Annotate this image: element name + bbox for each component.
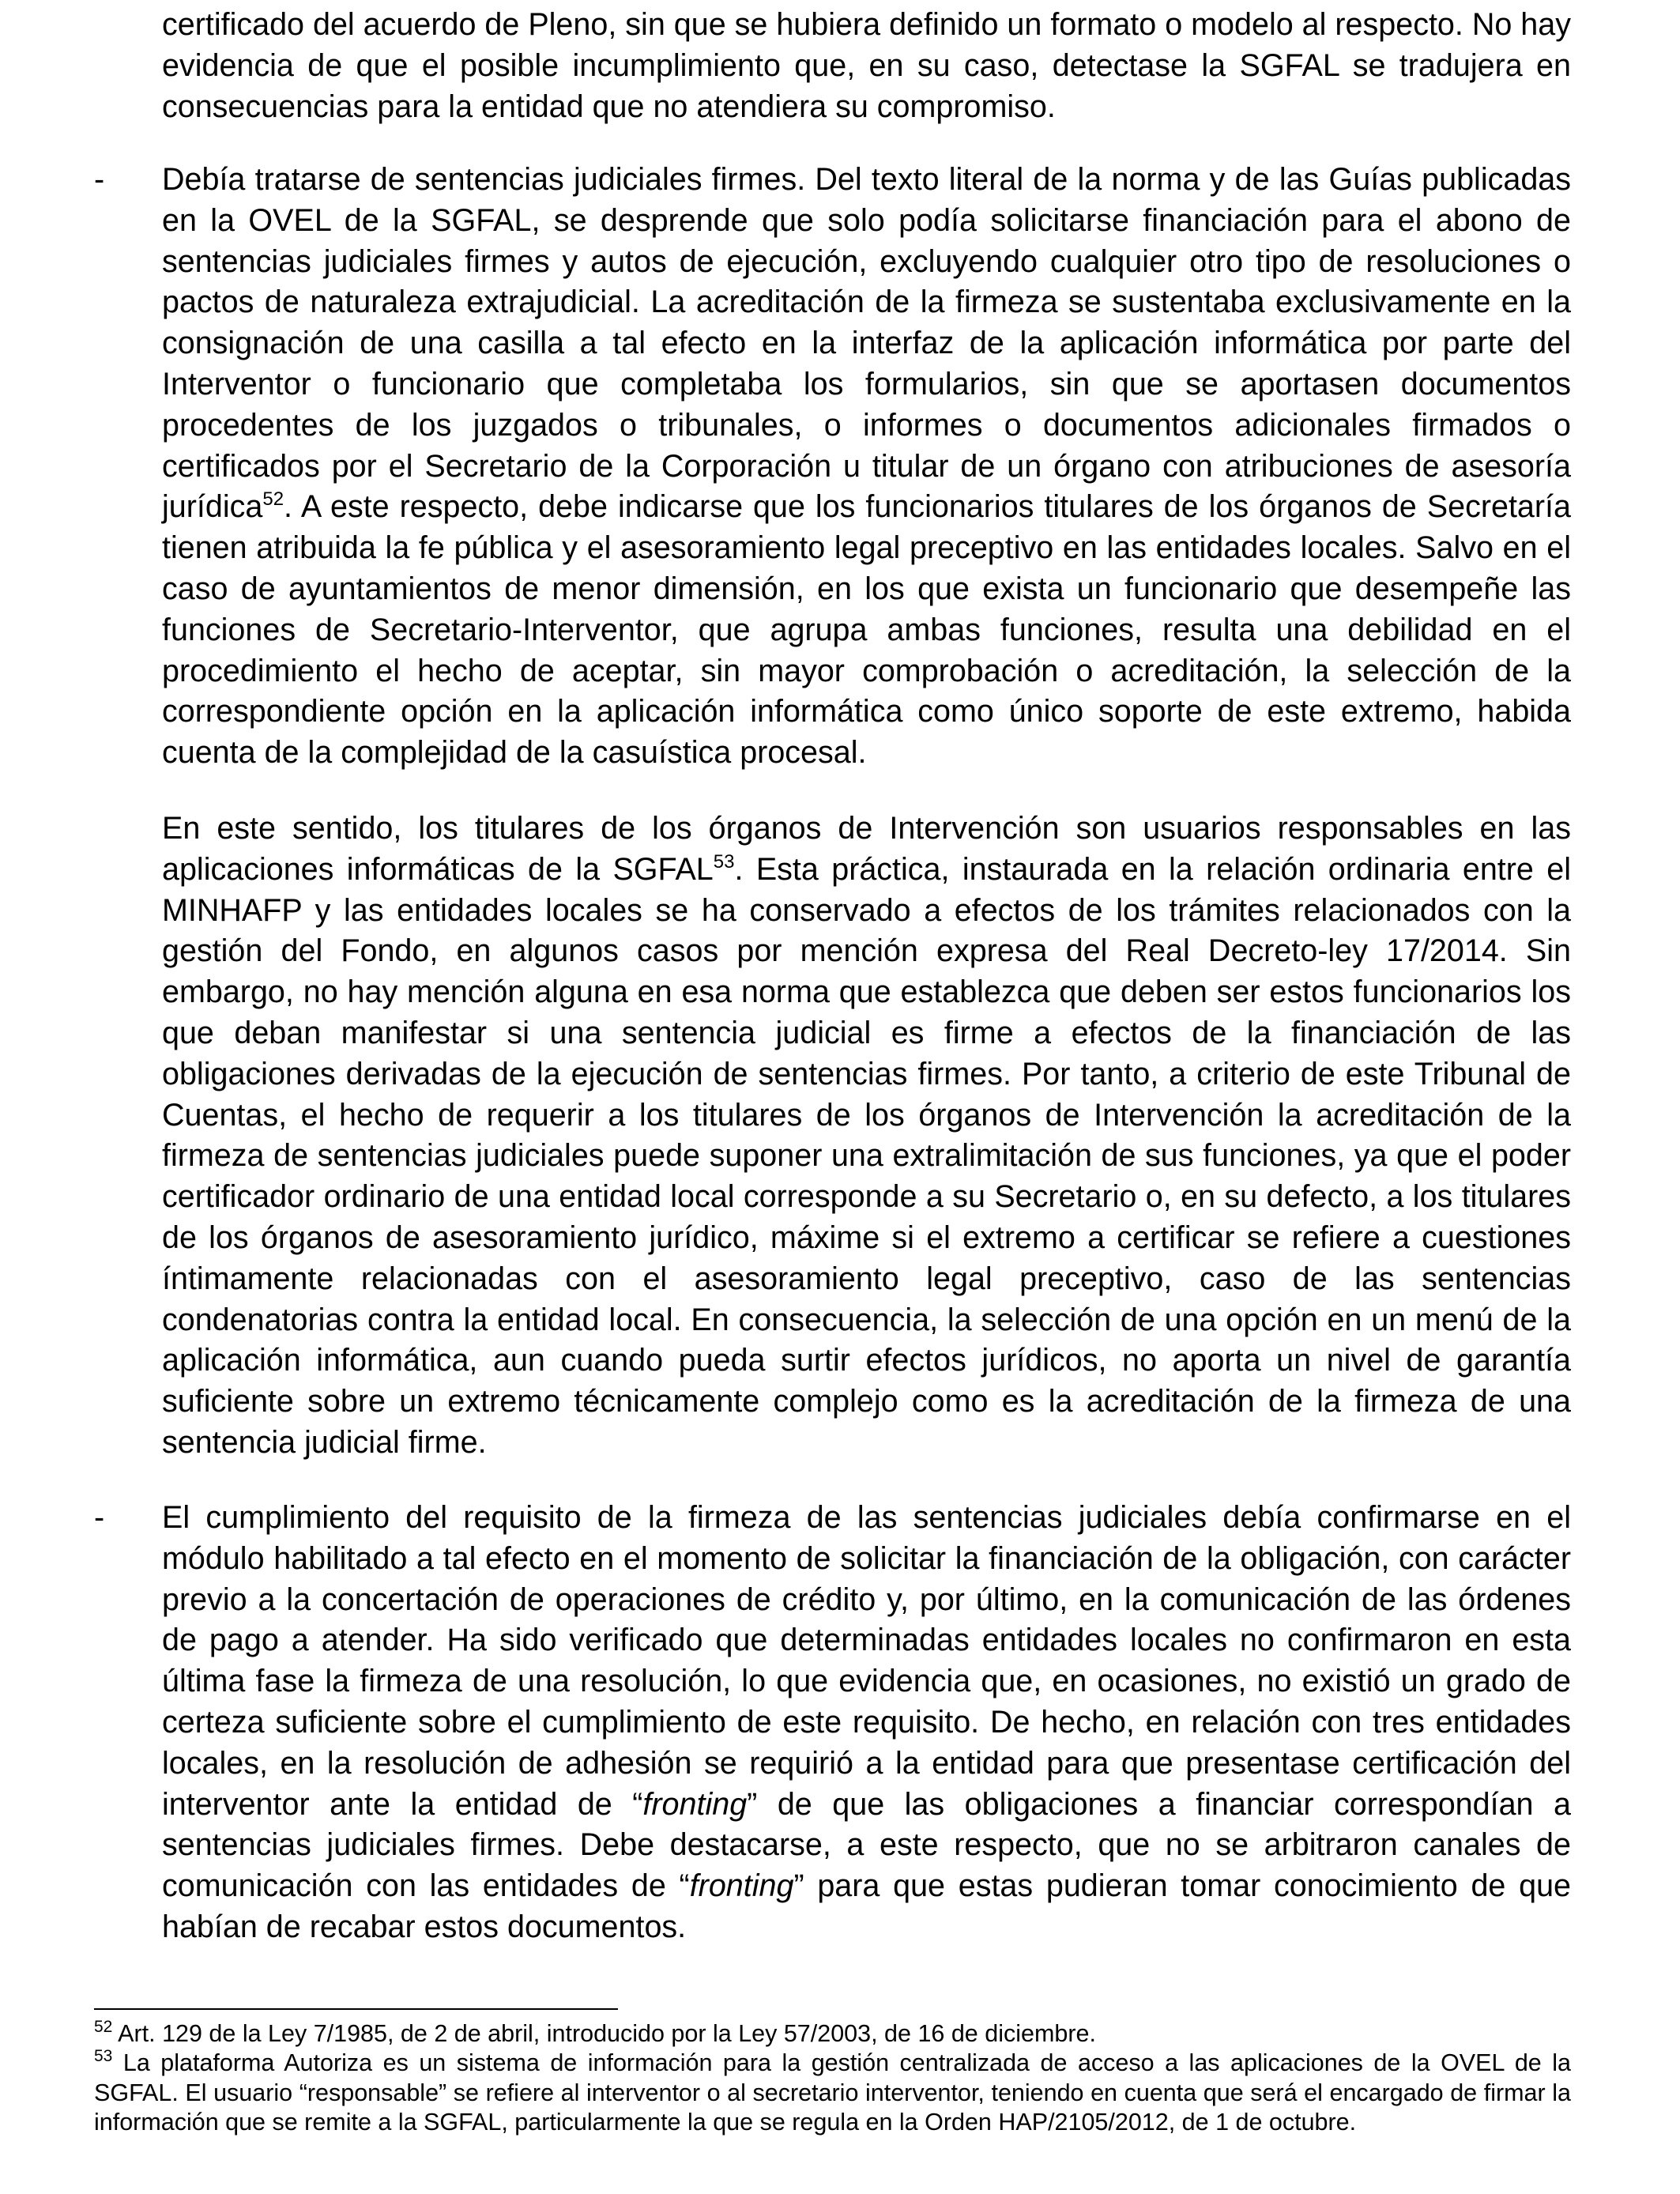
footnote-number-53: 53 [94,2047,113,2065]
bullet-dash-2: - [94,1500,105,1535]
footnote-number-52: 52 [94,2018,113,2036]
paragraph-2-firm-judgments: Debía tratarse de sentencias judiciales firmes. Del texto literal de la norma y de las Guías publicadas en la OVEL de la SGFAL, se desprende que solo podía solicitarse financiación para el abono de sentencias judiciales firmes y autos de ejecución, excluyendo cualquier otro tipo de resoluciones o pactos de naturaleza extrajudicial. La acreditación de la firmeza se sustentaba exclusivamente en la consignación de una casilla a tal efecto en la interfaz de la aplicación informática por parte del Interventor o funcionario que completaba los formularios, sin que se aportasen documentos procedentes de los juzgados o tribunales, o informes o documentos adicionales firmados o certificados por el Secretario de la Corporación u titular de un órgano con atribuciones de asesoría jurídica$^{52}$. A este respecto, debe indicarse que los funcionarios titulares de los órganos de Secretaría tienen atribuida la fe pública y el asesoramiento legal preceptivo en las entidades locales. Salvo en el caso de ayuntamientos de menor dimensión, en los que exista un funcionario que desempeñe las funciones de Secretario-Interventor, que agrupa ambas funciones, resulta una debilidad en el procedimiento el hecho de aceptar, sin mayor comprobación o acreditación, la selección de la correspondiente opción en la aplicación informática como único soporte de este extremo, habida cuenta de la complejidad de la casuística procesal. [162,162,1571,771]
bullet-dash-1: - [94,162,105,197]
paragraph-4-confirmation-requirement: El cumplimiento del requisito de la firmeza de las sentencias judiciales debía confirmarse en el módulo habilitado a tal efecto en el momento de solicitar la financiación de la obligación, con carácter previo a la concertación de operaciones de crédito y, por último, en la comunicación de las órdenes de pago a atender. Ha sido verificado que determinadas entidades locales no confirmaron en esta última fase la firmeza de una resolución, lo que evidencia que, en ocasiones, no existió un grado de certeza suficiente sobre el cumplimiento de este requisito. De hecho, en relación con tres entidades locales, en la resolución de adhesión se requirió a la entidad para que presentase certificación del interventor ante la entidad de “fronting” de que las obligaciones a financiar correspondían a sentencias judiciales firmes. Debe destacarse, a este respecto, que no se arbitraron canales de comunicación con las entidades de “fronting” para que estas pudieran tomar conocimiento de que habían de recabar estos documentos. [162,1500,1571,1944]
footnote-ref-53[interactable]: 53 [713,850,735,873]
italic-term: fronting [642,1786,748,1822]
footnote-ref-52[interactable]: 52 [262,488,284,511]
italic-term: fronting [689,1868,794,1904]
footnote-separator [94,2008,618,2010]
footnote-52: $^{52}$ Art. 129 de la Ley 7/1985, de 2 de abril, introducido por la Ley 57/2003, de 16 de diciembre. [94,2018,1096,2047]
paragraph-1: certificado del acuerdo de Pleno, sin que se hubiera definido un formato o modelo al respecto. No hay evidencia de que el posible incumplimiento que, en su caso, detectase la SGFAL se tradujera en consecuencias para la entidad que no atendiera su compromiso. [162,7,1571,124]
footnote-53: $^{53}$ La plataforma Autoriza es un sistema de información para la gestión centralizada de acceso a las aplicaciones de la OVEL de la SGFAL. El usuario “responsable” se refiere al interventor o al secretario interventor, teniendo en cuenta que será el encargado de firmar la información que se remite a la SGFAL, particularmente la que se regula en la Orden HAP/2105/2012, de 1 de octubre. [94,2047,1571,2136]
paragraph-3-intervention-bodies: En este sentido, los titulares de los órganos de Intervención son usuarios responsables en las aplicaciones informáticas de la SGFAL$^{53}$. Esta práctica, instaurada en la relación ordinaria entre el MINHAFP y las entidades locales se ha conservado a efectos de los trámites relacionados con la gestión del Fondo, en algunos casos por mención expresa del Real Decreto-ley 17/2014. Sin embargo, no hay mención alguna en esa norma que establezca que deben ser estos funcionarios los que deban manifestar si una sentencia judicial es firme a efectos de la financiación de las obligaciones derivadas de la ejecución de sentencias firmes. Por tanto, a criterio de este Tribunal de Cuentas, el hecho de requerir a los titulares de los órganos de Intervención la acreditación de la firmeza de sentencias judiciales puede suponer una extralimitación de sus funciones, ya que el poder certificador ordinario de una entidad local corresponde a su Secretario o, en su defecto, a los titulares de los órganos de asesoramiento jurídico, máxime si el extremo a certificar se refiere a cuestiones íntimamente relacionadas con el asesoramiento legal preceptivo, caso de las sentencias condenatorias contra la entidad local. En consecuencia, la selección de una opción en un menú de la aplicación informática, aun cuando pueda surtir efectos jurídicos, no aporta un nivel de garantía suficiente sobre un extremo técnicamente complejo como es la acreditación de la firmeza de una sentencia judicial firme. [162,811,1571,1460]
